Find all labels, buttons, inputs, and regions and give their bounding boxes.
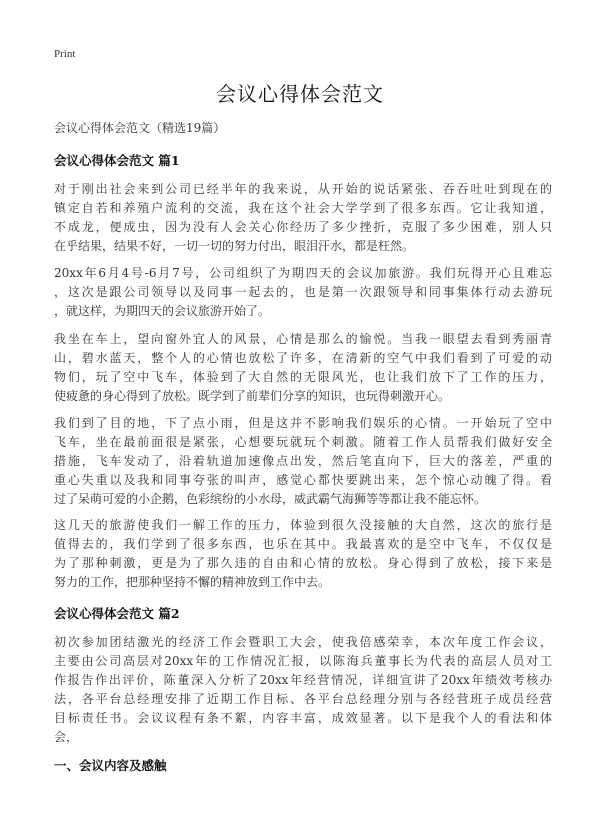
text-line: 重心失重以及我和同事夸张的叫声，感觉心都快要跳出来，怎个惊心动魄了得。看 [54, 473, 552, 487]
text-line: 作报告作出评价，陈董深入分析了20xx年经营情况，详细宣讲了20xx年绩效考核办 [54, 673, 552, 687]
paragraph [54, 264, 552, 321]
text-line: 使疲惫的身心得到了放松。既学到了前辈们分享的知识，也玩得刺激开心。 [54, 389, 451, 403]
text-line: 主要由公司高层对20xx年的工作情况汇报，以陈海兵董事长为代表的高层人员对工 [54, 654, 552, 668]
document-title: 会议心得体会范文 [216, 82, 384, 106]
section-heading-1: 会议心得体会范文 篇1 [54, 153, 180, 168]
paragraph [54, 633, 552, 747]
paragraph [54, 180, 552, 256]
subheading: 一、会议内容及感触 [54, 758, 167, 773]
paragraph [54, 516, 552, 592]
text-line: 在乎结果，结果不好，一切一切的努力付出，眼泪汗水，都是枉然。 [54, 239, 415, 253]
section-heading-2: 会议心得体会范文 篇2 [54, 606, 180, 621]
print-link[interactable]: Print [54, 48, 76, 60]
text-line: 镇定自若和养殖户流利的交流，我在这个社会大学学到了很多东西。它让我知道， [54, 201, 552, 215]
text-line: 不成龙，便成虫，因为没有人会关心你经历了多少挫折，克服了多少困难，别人只 [54, 220, 552, 234]
text-line: 法，各平台总经理安排了近期工作目标、各平台总经理分别与各经营班子成员经营 [54, 692, 552, 706]
text-line: 为了那种刺激，更是为了那久违的自由和心情的放松。身心得到了放松，接下来是 [54, 556, 552, 570]
text-line: 我们到了目的地，下了点小雨，但是这并不影响我们娱乐的心情。一开始玩了空中 [54, 416, 552, 430]
text-line: 目标责任书。会议议程有条不絮，内容丰富，成效显著。以下是我个人的看法和体 [54, 711, 552, 725]
text-line: 这几天的旅游使我们一解工作的压力，体验到很久没接触的大自然，这次的旅行是 [54, 518, 552, 532]
text-line: 我坐在车上，望向窗外宜人的风景，心情是那么的愉悦。当我一眼望去看到秀丽青 [54, 332, 552, 346]
text-line: 飞车，坐在最前面很是紧张，心想要玩就玩个刺激。随着工作人员帮我们做好安全 [54, 435, 552, 449]
document-subtitle: 会议心得体会范文（精选19篇） [54, 121, 226, 135]
text-line: ，就这样，为期四天的会议旅游开始了。 [54, 304, 271, 318]
paragraph [54, 414, 552, 509]
text-line: 20xx年6月4号-6月7号，公司组织了为期四天的会议加旅游。我们玩得开心且难忘 [54, 266, 552, 280]
text-line: 努力的工作，把那种坚持不懈的精神放到工作中去。 [54, 575, 331, 589]
text-line: 措施，飞车发动了，沿着轨道加速像点出发，然后笔直向下，巨大的落差，严重的 [54, 454, 552, 468]
text-line: ，这次是跟公司领导以及同事一起去的，也是第一次跟领导和同事集体行动去游玩 [54, 285, 552, 299]
text-line: 初次参加团结激光的经济工作会暨职工大会，使我倍感荣幸，本次年度工作会议， [54, 635, 552, 649]
paragraph [54, 330, 552, 406]
text-line: 过了呆萌可爱的小企鹅，色彩缤纷的小水母，威武霸气海狮等等都让我不能忘怀。 [54, 492, 487, 506]
text-line: 对于刚出社会来到公司已经半年的我来说，从开始的说话紧张、吞吞吐吐到现在的 [54, 182, 552, 196]
text-line: 物们，玩了空中飞车，体验到了大自然的无限风光，也让我们放下了工作的压力， [54, 370, 552, 384]
text-line: 会， [54, 730, 79, 744]
text-line: 山，碧水蓝天，整个人的心情也放松了许多，在清新的空气中我们看到了可爱的动 [54, 351, 552, 365]
text-line: 值得去的，我们学到了很多东西，也乐在其中。我最喜欢的是空中飞车，不仅仅是 [54, 537, 552, 551]
